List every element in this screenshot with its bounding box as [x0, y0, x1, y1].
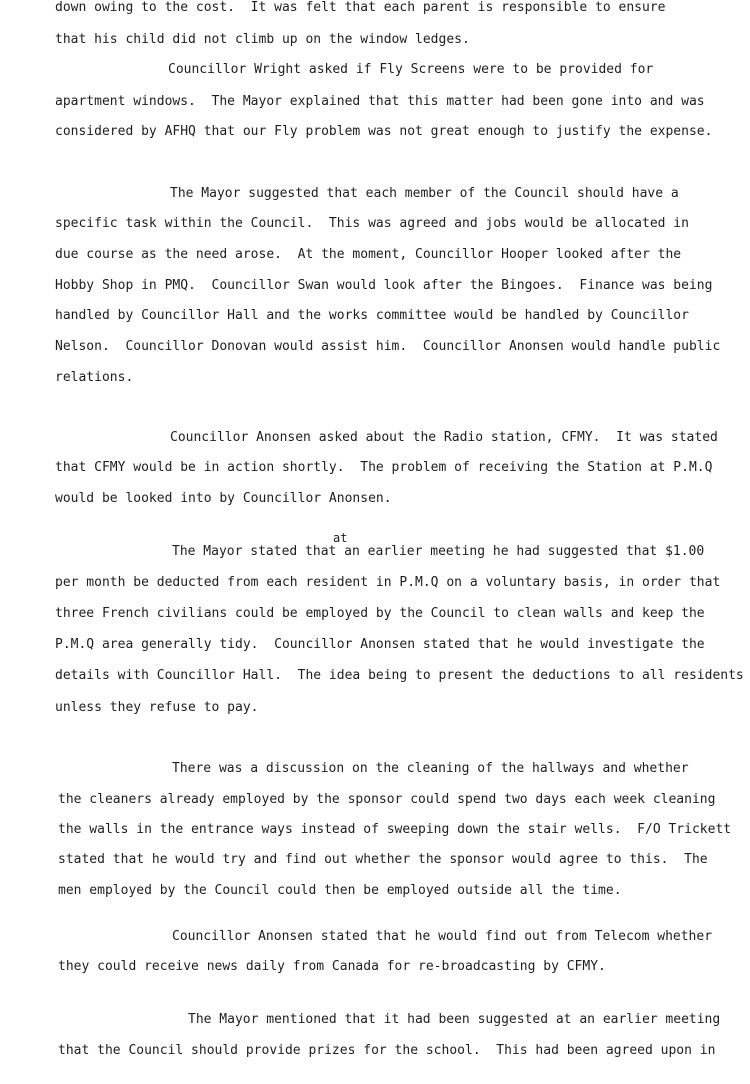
- text-line: down owing to the cost. It was felt that each parent is responsible to ensure: [55, 0, 666, 15]
- text-line: Councillor Anonsen asked about the Radio station, CFMY. It was stated: [170, 430, 718, 445]
- text-line: relations.: [55, 370, 134, 385]
- text-line: apartment windows. The Mayor explained that this matter had been gone into and was: [55, 94, 705, 109]
- text-line: that the Council should provide prizes for the school. This had been agreed upon in: [58, 1043, 716, 1058]
- text-line: The Mayor mentioned that it had been suggested at an earlier meeting: [188, 1012, 721, 1027]
- text-line: Councillor Wright asked if Fly Screens were to be provided for: [168, 62, 654, 77]
- text-line: Nelson. Councillor Donovan would assist him. Councillor Anonsen would handle public: [55, 339, 721, 354]
- handwritten-insertion: at: [333, 531, 348, 545]
- text-line: The Mayor suggested that each member of the Council should have a: [170, 186, 679, 201]
- text-line: P.M.Q area generally tidy. Councillor Anonsen stated that he would investigate the: [55, 637, 705, 652]
- text-line: the cleaners already employed by the sponsor could spend two days each week cleaning: [58, 792, 716, 807]
- text-line: considered by AFHQ that our Fly problem was not great enough to justify the expense.: [55, 124, 713, 139]
- text-line: the walls in the entrance ways instead of sweeping down the stair wells. F/O Trickett: [58, 822, 732, 837]
- text-line: specific task within the Council. This was agreed and jobs would be allocated in: [55, 216, 689, 231]
- text-line: stated that he would try and find out whether the sponsor would agree to this. The: [58, 852, 708, 867]
- text-line: three French civilians could be employed by the Council to clean walls and keep the: [55, 606, 705, 621]
- text-line: that CFMY would be in action shortly. The problem of receiving the Station at P.M.Q: [55, 460, 713, 475]
- text-line: There was a discussion on the cleaning of the hallways and whether: [172, 761, 689, 776]
- text-line: would be looked into by Councillor Anonsen.: [55, 491, 392, 506]
- text-line: they could receive news daily from Canada for re-broadcasting by CFMY.: [58, 959, 606, 974]
- text-line: details with Councillor Hall. The idea being to present the deductions to all residents: [55, 668, 744, 683]
- text-line: per month be deducted from each resident in P.M.Q on a voluntary basis, in order that: [55, 575, 721, 590]
- text-line: unless they refuse to pay.: [55, 700, 259, 715]
- text-line: men employed by the Council could then be employed outside all the time.: [58, 883, 622, 898]
- text-line: The Mayor stated that an earlier meeting he had suggested that $1.00: [172, 544, 705, 559]
- text-line: that his child did not climb up on the window ledges.: [55, 32, 470, 47]
- text-line: Hobby Shop in PMQ. Councillor Swan would look after the Bingoes. Finance was being: [55, 278, 713, 293]
- text-line: due course as the need arose. At the moment, Councillor Hooper looked after the: [55, 247, 682, 262]
- text-line: handled by Councillor Hall and the works committee would be handled by Councillor: [55, 308, 689, 323]
- text-line: Councillor Anonsen stated that he would find out from Telecom whether: [172, 929, 713, 944]
